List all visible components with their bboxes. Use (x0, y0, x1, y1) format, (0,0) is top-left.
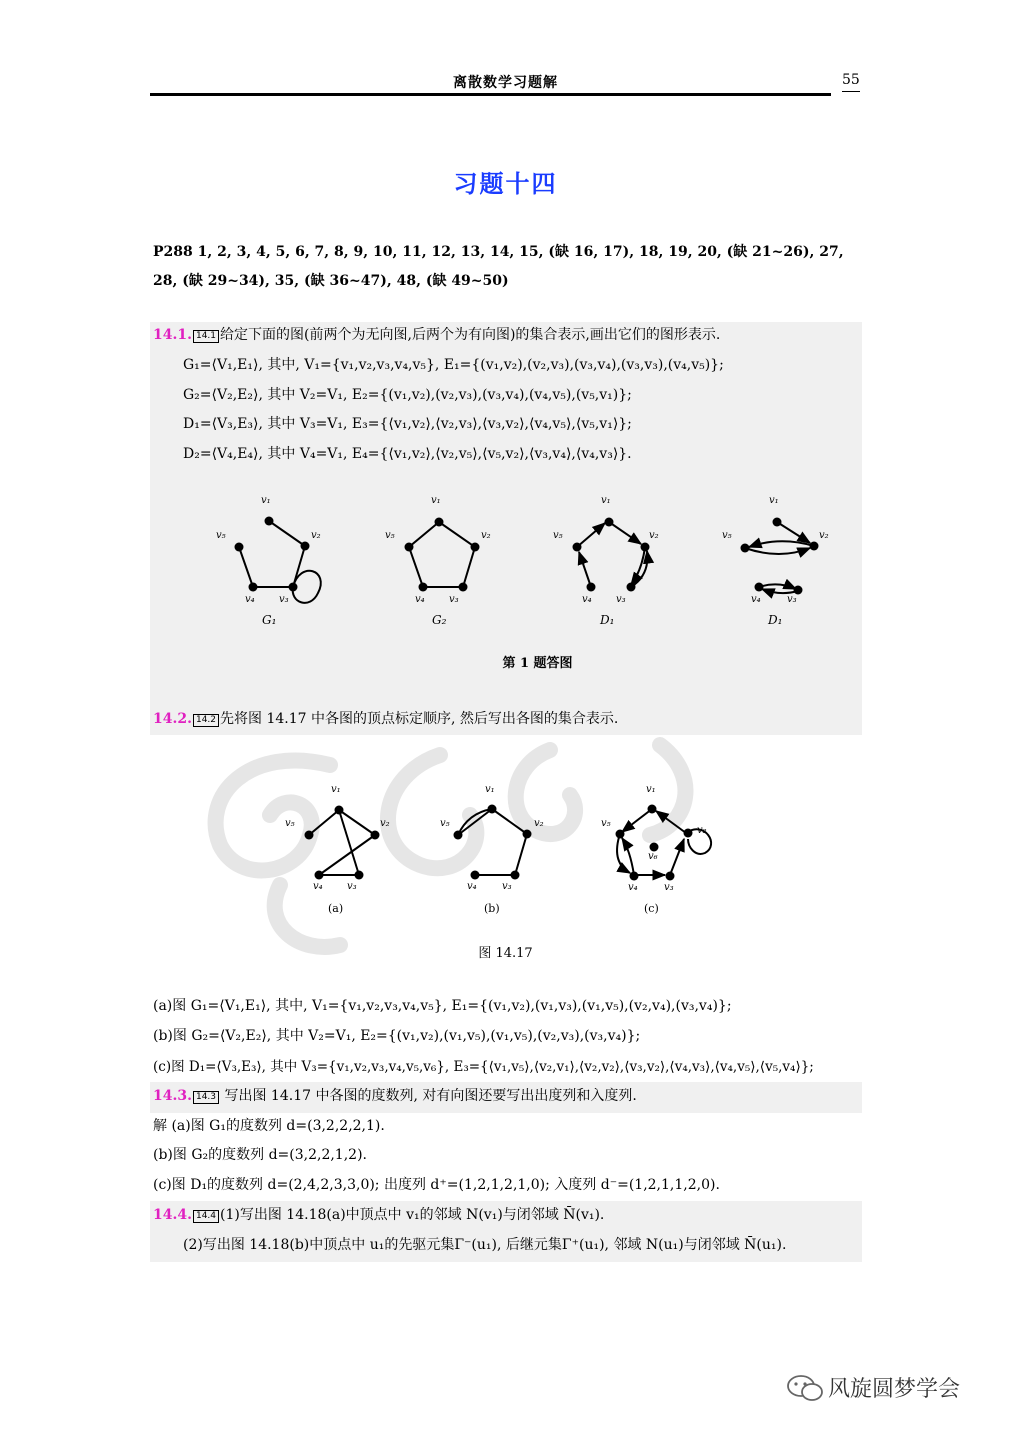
question-3-number: 14.3. (153, 1088, 192, 1104)
question-1-text: 给定下面的图(前两个为无向图,后两个为有向图)的集合表示,画出它们的图形表示. (220, 327, 721, 343)
graph-name-g2: G₂ (432, 613, 447, 627)
assignment-list: P288 1, 2, 3, 4, 5, 6, 7, 8, 9, 10, 11, 12, 13, 14, 15, (缺 16, 17), 18, 19, 20, (缺 21~26), 27, 28, (缺 29~34), 35, (缺 36~47), 48, (缺 49~50) (153, 244, 844, 289)
vertex-v4 (471, 871, 480, 880)
vertex-v2 (523, 830, 532, 839)
vertex-v3 (459, 583, 468, 592)
chapter-title: 习题十四 (453, 169, 558, 198)
vertex-v4 (249, 583, 258, 592)
vertex-v5 (616, 830, 625, 839)
question-1-number: 14.1. (153, 327, 192, 343)
vertex-v2 (471, 543, 480, 552)
question-1-line-g2: G₂=⟨V₂,E₂⟩, 其中 V₂=V₁, E₂={(v₁,v₂),(v₂,v₃),(v₃,v₄),(v₄,v₅),(v₅,v₁)}; (183, 387, 632, 403)
question-4-heading (153, 1204, 604, 1224)
vertex-v2 (641, 543, 650, 552)
question-1-answer-figure (150, 485, 862, 635)
vertex-v1 (773, 518, 782, 527)
edge-v1-v2 (339, 810, 375, 835)
question-2-heading (153, 708, 618, 728)
vertex-v4 (630, 872, 639, 881)
question-2-tag: 14.2 (193, 714, 219, 727)
graph-name-d2: D₁ (768, 613, 783, 627)
question-3-answer-a: 解 (a)图 G₁的度数列 d=(3,2,2,2,1). (153, 1118, 385, 1134)
label-v4: v₄ (628, 882, 638, 893)
figure-14-17 (270, 775, 730, 925)
label-v5: v₅ (385, 530, 395, 541)
label-v4: v₄ (415, 594, 425, 605)
vertex-v5 (305, 831, 314, 840)
question-1-line-d1: D₁=⟨V₃,E₃⟩, 其中 V₃=V₁, E₃={⟨v₁,v₂⟩,⟨v₂,v₃⟩,⟨v₃,v₂⟩,⟨v₄,v₅⟩,⟨v₅,v₁⟩}; (183, 416, 632, 432)
vertex-v5 (741, 544, 750, 553)
vertex-v5 (573, 543, 582, 552)
vertex-v3 (355, 871, 364, 880)
vertex-v3 (289, 583, 298, 592)
edge-v1-v5-a (458, 809, 492, 835)
label-v1: v₁ (431, 495, 441, 506)
label-v1: v₁ (485, 784, 495, 795)
graph-name-g1: G₁ (262, 613, 277, 627)
question-1-line-g1: G₁=⟨V₁,E₁⟩, 其中, V₁={v₁,v₂,v₃,v₄,v₅}, E₁={(v₁,v₂),(v₂,v₃),(v₃,v₄),(v₃,v₃),(v₄,v₅)}; (183, 357, 724, 373)
edge-v4-v5 (239, 547, 253, 587)
arc-v2-v3 (631, 547, 645, 585)
vertex-v1 (265, 517, 274, 526)
label-v5: v₅ (440, 818, 450, 829)
label-v5: v₅ (285, 818, 295, 829)
label-v3: v₃ (616, 594, 626, 605)
label-v5: v₅ (722, 530, 732, 541)
vertex-v5 (235, 543, 244, 552)
label-v1: v₁ (646, 784, 656, 795)
subfig-label-b: (b) (484, 902, 500, 915)
vertex-v3 (627, 583, 636, 592)
label-v2: v₂ (649, 530, 659, 541)
label-v2: v₂ (481, 530, 491, 541)
label-v4: v₄ (245, 594, 255, 605)
graph-d2 (722, 495, 829, 627)
running-header-title: 离散数学习题解 (453, 75, 558, 91)
label-v3: v₃ (502, 881, 512, 892)
label-v3: v₃ (347, 881, 357, 892)
vertex-v5 (405, 543, 414, 552)
arc-v4-v5 (579, 552, 591, 587)
graph-name-d1: D₁ (600, 613, 615, 627)
arc-v2-v1 (656, 811, 686, 833)
wechat-icon (786, 1374, 824, 1402)
question-1-line-d2: D₂=⟨V₄,E₄⟩, 其中 V₄=V₁, E₄={⟨v₁,v₂⟩,⟨v₂,v₅⟩,⟨v₅,v₂⟩,⟨v₃,v₄⟩,⟨v₄,v₃⟩}. (183, 446, 632, 462)
label-v3: v₃ (787, 594, 797, 605)
label-v4: v₄ (467, 881, 477, 892)
question-1-caption: 第 1 题答图 (502, 656, 573, 671)
edge-v1-v2 (492, 809, 527, 834)
question-2-number: 14.2. (153, 711, 192, 727)
question-2-text: 先将图 14.17 中各图的顶点标定顺序, 然后写出各图的集合表示. (220, 711, 619, 727)
label-v5: v₅ (601, 818, 611, 829)
arc-v1-v2 (609, 522, 641, 544)
label-v2: v₂ (380, 818, 390, 829)
label-v1: v₁ (769, 495, 779, 506)
question-4-number: 14.4. (153, 1207, 192, 1223)
graph-a (285, 784, 390, 915)
label-v2: v₂ (311, 530, 321, 541)
edge-v2-v3 (515, 834, 527, 875)
label-v3: v₃ (449, 594, 459, 605)
edge-v1-v2 (269, 521, 305, 546)
arc-v3-v4 (762, 589, 798, 593)
vertex-v1 (335, 806, 344, 815)
vertex-v4 (315, 871, 324, 880)
question-3-answer-c: (c)图 D₁的度数列 d=(2,4,2,3,3,0); 出度列 d⁺=(1,2,1,2,1,0); 入度列 d⁻=(1,2,1,1,2,0). (153, 1177, 720, 1193)
vertex-v3 (511, 871, 520, 880)
page-number: 55 (842, 72, 860, 88)
label-v2: v₂ (819, 530, 829, 541)
vertex-v2 (684, 829, 693, 838)
label-v2: v₂ (534, 818, 544, 829)
arc-v5-v2 (745, 548, 810, 554)
label-v5: v₅ (216, 530, 226, 541)
graph-b (440, 784, 544, 915)
question-3-tag: 14.3 (193, 1091, 219, 1104)
arc-v1-v5 (622, 809, 652, 832)
label-v4: v₄ (582, 594, 592, 605)
graph-d1 (553, 495, 659, 627)
label-v2: v₂ (697, 825, 707, 836)
watermark-logo-text: 风旋圆梦学会 (828, 1377, 961, 1402)
question-3-heading (153, 1085, 637, 1105)
vertex-v3 (666, 872, 675, 881)
arc-v2-v5 (749, 541, 814, 547)
vertex-v4 (755, 583, 764, 592)
label-v4: v₄ (751, 594, 761, 605)
graph-g2 (385, 495, 491, 627)
edge-v2-v4 (319, 835, 375, 875)
vertex-v4 (587, 583, 596, 592)
label-v1: v₁ (331, 784, 341, 795)
label-v1: v₁ (601, 495, 611, 506)
question-4-tag: 14.4 (193, 1210, 219, 1223)
vertex-v2 (371, 831, 380, 840)
page-number-underline (842, 91, 860, 92)
vertex-v1 (435, 518, 444, 527)
label-v3: v₃ (279, 594, 289, 605)
vertex-v2 (810, 542, 819, 551)
arc-v3-v2 (670, 839, 684, 875)
arc-v5-v1 (577, 523, 605, 547)
subfig-label-c: (c) (644, 902, 659, 915)
label-v3: v₃ (664, 882, 674, 893)
graph-g1 (216, 495, 321, 627)
label-v6: v₆ (648, 851, 658, 862)
question-1-heading (153, 324, 720, 344)
vertex-v1 (648, 805, 657, 814)
arc-v4-v3 (759, 584, 796, 589)
question-2-answer-c: (c)图 D₁=⟨V₃,E₃⟩, 其中 V₃={v₁,v₂,v₃,v₄,v₅,v₆}, E₃={⟨v₁,v₅⟩,⟨v₂,v₁⟩,⟨v₂,v₂⟩,⟨v₃,v₂⟩,⟨v₄,v₃⟩,⟨v₄,v₅⟩,⟨v₅,v₄⟩}; (153, 1059, 814, 1075)
label-v1: v₁ (261, 495, 271, 506)
figure-14-17-caption: 图 14.17 (478, 946, 533, 961)
question-4-line-2: (2)写出图 14.18(b)中顶点中 u₁的先驱元集Γ⁻(u₁), 后继元集Γ⁺(u₁), 邻域 N(u₁)与闭邻域 N̄(u₁). (183, 1237, 787, 1253)
pentagon-edges (409, 522, 475, 587)
question-2-answer-a: (a)图 G₁=⟨V₁,E₁⟩, 其中, V₁={v₁,v₂,v₃,v₄,v₅}, E₁={(v₁,v₂),(v₁,v₃),(v₁,v₅),(v₂,v₄),(v₃,v₄)}; (153, 998, 732, 1014)
label-v5: v₅ (553, 530, 563, 541)
edge-v1-v3 (339, 810, 359, 875)
arc-v1-v2 (777, 522, 810, 543)
question-4-text: (1)写出图 14.18(a)中顶点中 v₁的邻域 N(v₁)与闭邻域 N̄(v₁). (220, 1207, 605, 1223)
question-1-tag: 14.1 (193, 330, 219, 343)
subfig-label-a: (a) (328, 902, 344, 915)
vertex-v4 (419, 583, 428, 592)
vertex-v5 (454, 831, 463, 840)
label-v4: v₄ (313, 881, 323, 892)
vertex-v1 (488, 805, 497, 814)
vertex-v1 (605, 518, 614, 527)
question-3-text: 写出图 14.17 中各图的度数列, 对有向图还要写出出度列和入度列. (224, 1088, 637, 1104)
vertex-v2 (301, 542, 310, 551)
question-3-answer-b: (b)图 G₂的度数列 d=(3,2,2,1,2). (153, 1147, 367, 1163)
edge-v1-v5 (309, 810, 339, 835)
header-rule (150, 93, 831, 96)
question-2-answer-b: (b)图 G₂=⟨V₂,E₂⟩, 其中 V₂=V₁, E₂={(v₁,v₂),(v₁,v₅),(v₁,v₅),(v₂,v₃),(v₃,v₄)}; (153, 1028, 641, 1044)
graph-c (601, 784, 711, 915)
